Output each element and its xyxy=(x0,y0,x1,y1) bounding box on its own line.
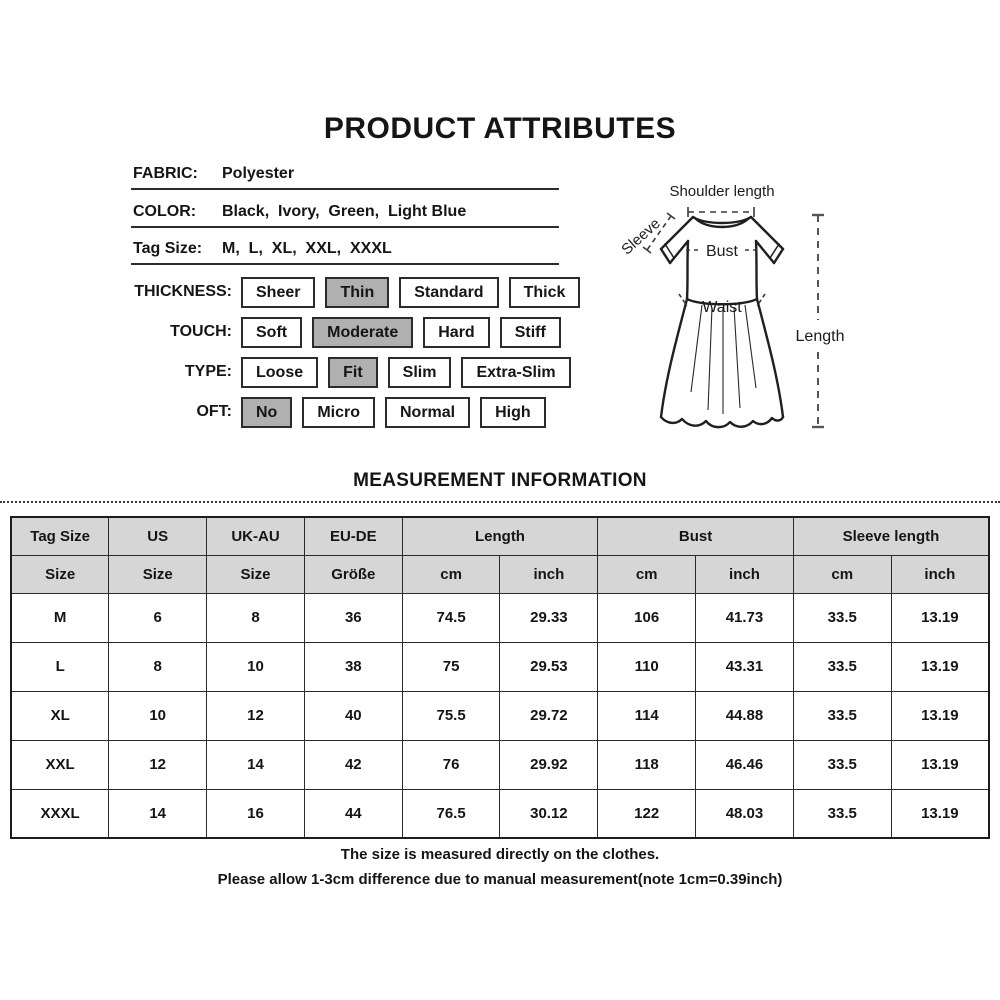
table-cell: 76.5 xyxy=(402,789,500,838)
table-cell: 10 xyxy=(207,642,305,691)
fabric-row xyxy=(131,160,559,190)
measurement-title: MEASUREMENT INFORMATION xyxy=(353,470,647,491)
table-cell: 42 xyxy=(304,740,402,789)
table-cell: 33.5 xyxy=(793,691,891,740)
tag-size-row xyxy=(131,235,559,265)
table-cell: 10 xyxy=(109,691,207,740)
tag-size-label: Tag Size: xyxy=(133,240,203,257)
table-cell: 33.5 xyxy=(793,593,891,642)
table-cell: XL xyxy=(11,691,109,740)
length-label: Length xyxy=(795,328,845,345)
subcol-length-inch: inch xyxy=(500,555,598,593)
table-cell: 14 xyxy=(207,740,305,789)
table-row-xxxl xyxy=(11,789,989,838)
thickness-option-sheer: Sheer xyxy=(241,277,315,308)
dress-measurement-diagram xyxy=(600,160,1000,460)
touch-label: TOUCH: xyxy=(170,323,232,340)
table-cell: 8 xyxy=(207,593,305,642)
waist-label: Waist xyxy=(702,299,742,316)
type-row xyxy=(100,356,571,388)
table-cell: 106 xyxy=(598,593,696,642)
type-label: TYPE: xyxy=(184,363,232,380)
table-cell: 46.46 xyxy=(696,740,794,789)
table-cell: 110 xyxy=(598,642,696,691)
table-cell: L xyxy=(11,642,109,691)
fabric-label: FABRIC: xyxy=(133,165,198,182)
page-title: PRODUCT ATTRIBUTES xyxy=(323,112,677,145)
color-row xyxy=(131,198,559,228)
type-option-slim: Slim xyxy=(388,357,452,388)
table-cell: 13.19 xyxy=(891,593,989,642)
table-cell: 6 xyxy=(109,593,207,642)
table-cell: 74.5 xyxy=(402,593,500,642)
type-option-loose: Loose xyxy=(241,357,318,388)
table-cell: 14 xyxy=(109,789,207,838)
subcol-size-1: Size xyxy=(11,555,109,593)
table-cell: 38 xyxy=(304,642,402,691)
thickness-label: THICKNESS: xyxy=(134,283,232,300)
oft-option-no: No xyxy=(241,397,292,428)
note-measurement-tolerance: Please allow 1-3cm difference due to manual measurement(note 1cm=0.39inch) xyxy=(217,871,783,888)
table-cell: 114 xyxy=(598,691,696,740)
table-cell: 33.5 xyxy=(793,642,891,691)
subcol-size-2: Size xyxy=(109,555,207,593)
table-cell: 13.19 xyxy=(891,691,989,740)
col-uk-au: UK-AU xyxy=(207,517,305,555)
note-measured-on-clothes: The size is measured directly on the clothes. xyxy=(340,846,660,863)
oft-option-high: High xyxy=(480,397,546,428)
subcol-sleeve-cm: cm xyxy=(793,555,891,593)
type-option-fit: Fit xyxy=(328,357,378,388)
color-label: COLOR: xyxy=(133,203,197,220)
subcol-bust-inch: inch xyxy=(696,555,794,593)
thickness-option-thin: Thin xyxy=(325,277,389,308)
dotted-divider xyxy=(0,501,1000,503)
table-cell: 30.12 xyxy=(500,789,598,838)
fabric-value: Polyester xyxy=(222,165,295,182)
color-value: Black, Ivory, Green, Light Blue xyxy=(222,203,467,220)
sleeve-label: Sleeve xyxy=(618,214,664,259)
table-row-l xyxy=(11,642,989,691)
table-cell: 76 xyxy=(402,740,500,789)
oft-option-normal: Normal xyxy=(385,397,470,428)
table-cell: M xyxy=(11,593,109,642)
table-row-xxl xyxy=(11,740,989,789)
subcol-sleeve-inch: inch xyxy=(891,555,989,593)
table-cell: 44 xyxy=(304,789,402,838)
oft-option-micro: Micro xyxy=(302,397,375,428)
table-cell: 75.5 xyxy=(402,691,500,740)
touch-row xyxy=(100,316,561,348)
table-cell: 33.5 xyxy=(793,789,891,838)
table-cell: 36 xyxy=(304,593,402,642)
shoulder-length-label: Shoulder length xyxy=(669,183,775,200)
table-cell: 122 xyxy=(598,789,696,838)
touch-option-soft: Soft xyxy=(241,317,302,348)
table-row-xl xyxy=(11,691,989,740)
table-cell: 13.19 xyxy=(891,740,989,789)
tag-size-value: M, L, XL, XXL, XXXL xyxy=(222,240,392,257)
oft-row xyxy=(100,396,546,428)
thickness-option-thick: Thick xyxy=(509,277,581,308)
table-header-row-2 xyxy=(11,555,989,593)
table-cell: 29.53 xyxy=(500,642,598,691)
touch-option-stiff: Stiff xyxy=(500,317,561,348)
size-table xyxy=(10,516,990,839)
skirt-fold-lines xyxy=(691,305,756,414)
col-eu-de: EU-DE xyxy=(304,517,402,555)
bust-label: Bust xyxy=(705,243,739,260)
table-cell: 29.33 xyxy=(500,593,598,642)
table-cell: 13.19 xyxy=(891,642,989,691)
type-option-extra-slim: Extra-Slim xyxy=(461,357,570,388)
table-header-row-1 xyxy=(11,517,989,555)
table-cell: XXXL xyxy=(11,789,109,838)
col-us: US xyxy=(109,517,207,555)
table-cell: 33.5 xyxy=(793,740,891,789)
col-sleeve-length: Sleeve length xyxy=(793,517,989,555)
table-cell: 12 xyxy=(207,691,305,740)
col-length: Length xyxy=(402,517,598,555)
thickness-option-standard: Standard xyxy=(399,277,498,308)
subcol-bust-cm: cm xyxy=(598,555,696,593)
table-cell: 40 xyxy=(304,691,402,740)
subcol-size-3: Size xyxy=(207,555,305,593)
table-cell: 29.92 xyxy=(500,740,598,789)
touch-option-moderate: Moderate xyxy=(312,317,413,348)
table-cell: 41.73 xyxy=(696,593,794,642)
table-cell: 29.72 xyxy=(500,691,598,740)
oft-label: OFT: xyxy=(196,403,232,420)
table-cell: 43.31 xyxy=(696,642,794,691)
col-tag-size: Tag Size xyxy=(11,517,109,555)
touch-option-hard: Hard xyxy=(423,317,489,348)
table-row-m xyxy=(11,593,989,642)
subcol-groesse: Größe xyxy=(304,555,402,593)
table-cell: 12 xyxy=(109,740,207,789)
table-cell: 48.03 xyxy=(696,789,794,838)
table-cell: 13.19 xyxy=(891,789,989,838)
thickness-row xyxy=(100,276,580,308)
table-cell: 118 xyxy=(598,740,696,789)
subcol-length-cm: cm xyxy=(402,555,500,593)
table-cell: XXL xyxy=(11,740,109,789)
table-cell: 44.88 xyxy=(696,691,794,740)
col-bust: Bust xyxy=(598,517,794,555)
table-cell: 16 xyxy=(207,789,305,838)
table-cell: 75 xyxy=(402,642,500,691)
table-cell: 8 xyxy=(109,642,207,691)
